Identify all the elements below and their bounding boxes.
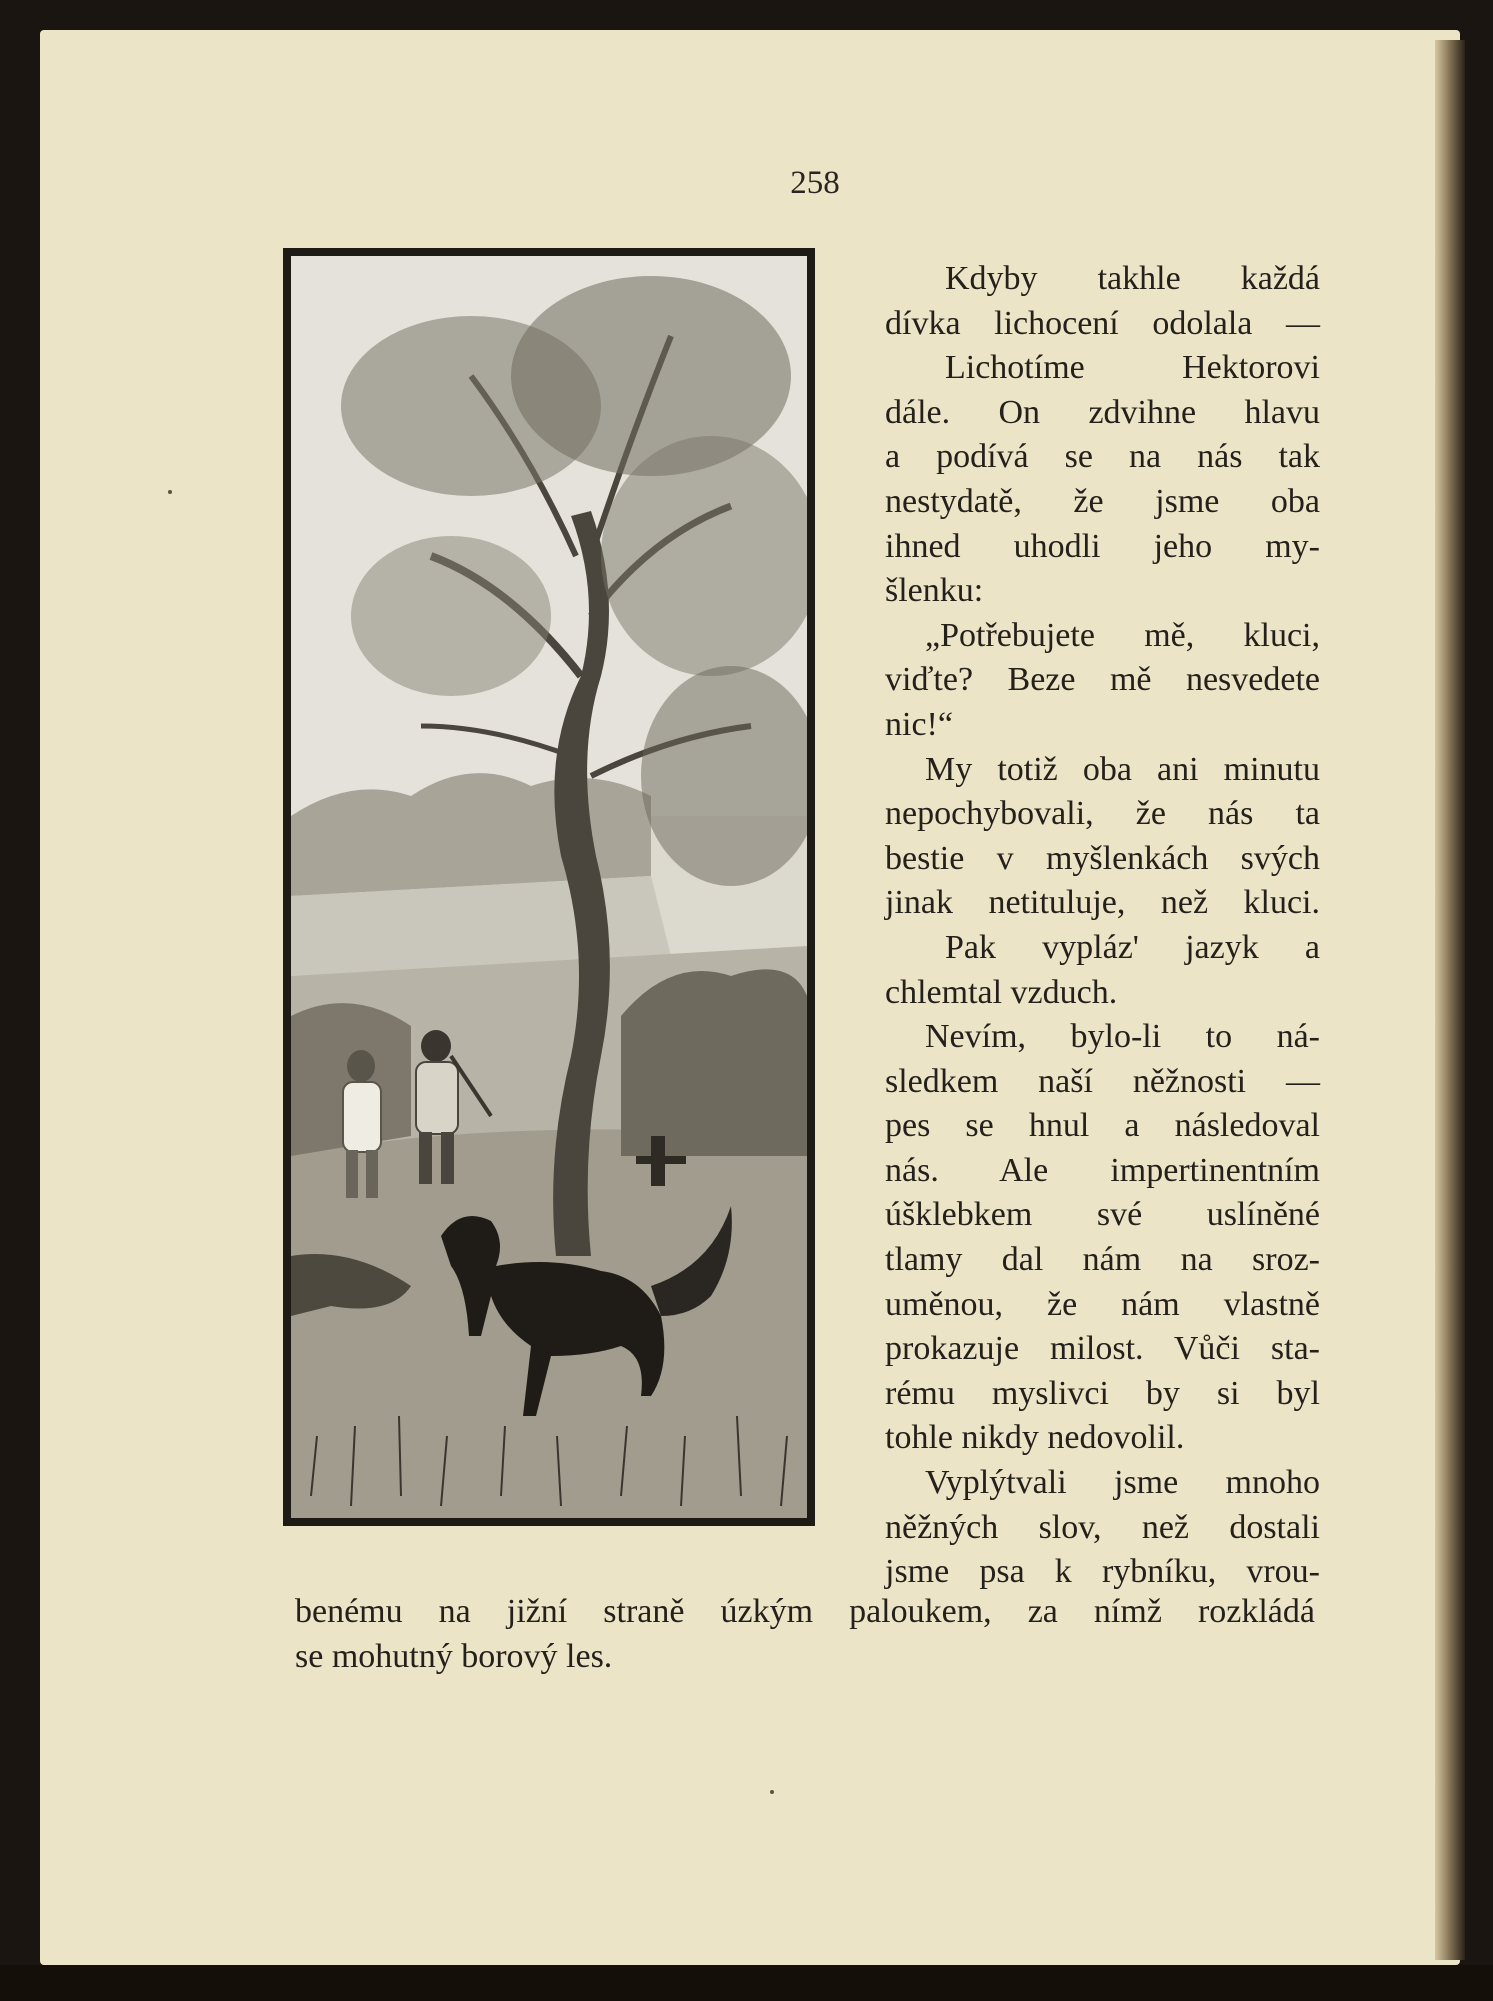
text-line: tohle nikdy nedovolil. [885, 1419, 1185, 1457]
text-line: ihned uhodli jeho my- [885, 527, 1320, 565]
text-line: Vyplýtvali jsme mnoho [925, 1464, 1320, 1502]
text-line: jinak netituluje, než kluci. [885, 884, 1320, 922]
text-line: Lichotíme Hektorovi [945, 349, 1320, 387]
text-line: sledkem naší něžnosti — [885, 1062, 1320, 1100]
text-line: benému na jižní straně úzkým paloukem, za nímž rozkládá [295, 1593, 1315, 1630]
text-line: Kdyby takhle každá [945, 260, 1320, 297]
text-line: bestie v myšlenkách svých [885, 839, 1320, 877]
page-bottom-edge [0, 1965, 1493, 2001]
paper-speck [770, 1790, 774, 1794]
text-line: a podívá se na nás tak [885, 438, 1320, 476]
text-column [885, 257, 1320, 1595]
text-line: šlenku: [885, 572, 984, 610]
page-number: 258 [790, 165, 840, 201]
text-line: chlemtal vzduch. [885, 973, 1118, 1011]
text-line: se mohutný borový les. [295, 1637, 613, 1675]
illustration [283, 248, 815, 1526]
text-line: nás. Ale impertinentním [885, 1151, 1320, 1189]
text-line: něžných slov, než dostali [885, 1508, 1320, 1546]
text-line: viďte? Beze mě nesvedete [885, 661, 1320, 699]
text-line: uměnou, že nám vlastně [885, 1285, 1320, 1323]
text-line: pes se hnul a následoval [885, 1107, 1320, 1145]
text-line: prokazuje milost. Vůči sta- [885, 1330, 1320, 1368]
full-width-text [295, 1590, 1315, 1679]
text-line: Nevím, bylo-li to ná- [925, 1018, 1320, 1056]
book-spine-shadow [1435, 40, 1465, 1960]
text-line: „Potřebujete mě, kluci, [925, 616, 1320, 654]
text-line: nic!“ [885, 705, 953, 743]
text-line: nepochybovali, že nás ta [885, 795, 1320, 833]
text-line: jsme psa k rybníku, vrou- [885, 1553, 1320, 1591]
text-line: dále. On zdvihne hlavu [885, 393, 1320, 431]
text-line: dívka lichocení odolala — [885, 304, 1320, 342]
text-line: tlamy dal nám na sroz- [885, 1241, 1320, 1279]
paper-speck [168, 490, 172, 494]
text-line: úšklebkem své uslíněné [885, 1196, 1320, 1234]
hunting-scene-illustration [291, 256, 807, 1518]
text-line: Pak vypláz' jazyk a [945, 928, 1320, 966]
text-line: rému myslivci by si byl [885, 1374, 1320, 1412]
text-line: My totiž oba ani minutu [925, 750, 1320, 788]
text-line: nestydatě, že jsme oba [885, 482, 1320, 520]
